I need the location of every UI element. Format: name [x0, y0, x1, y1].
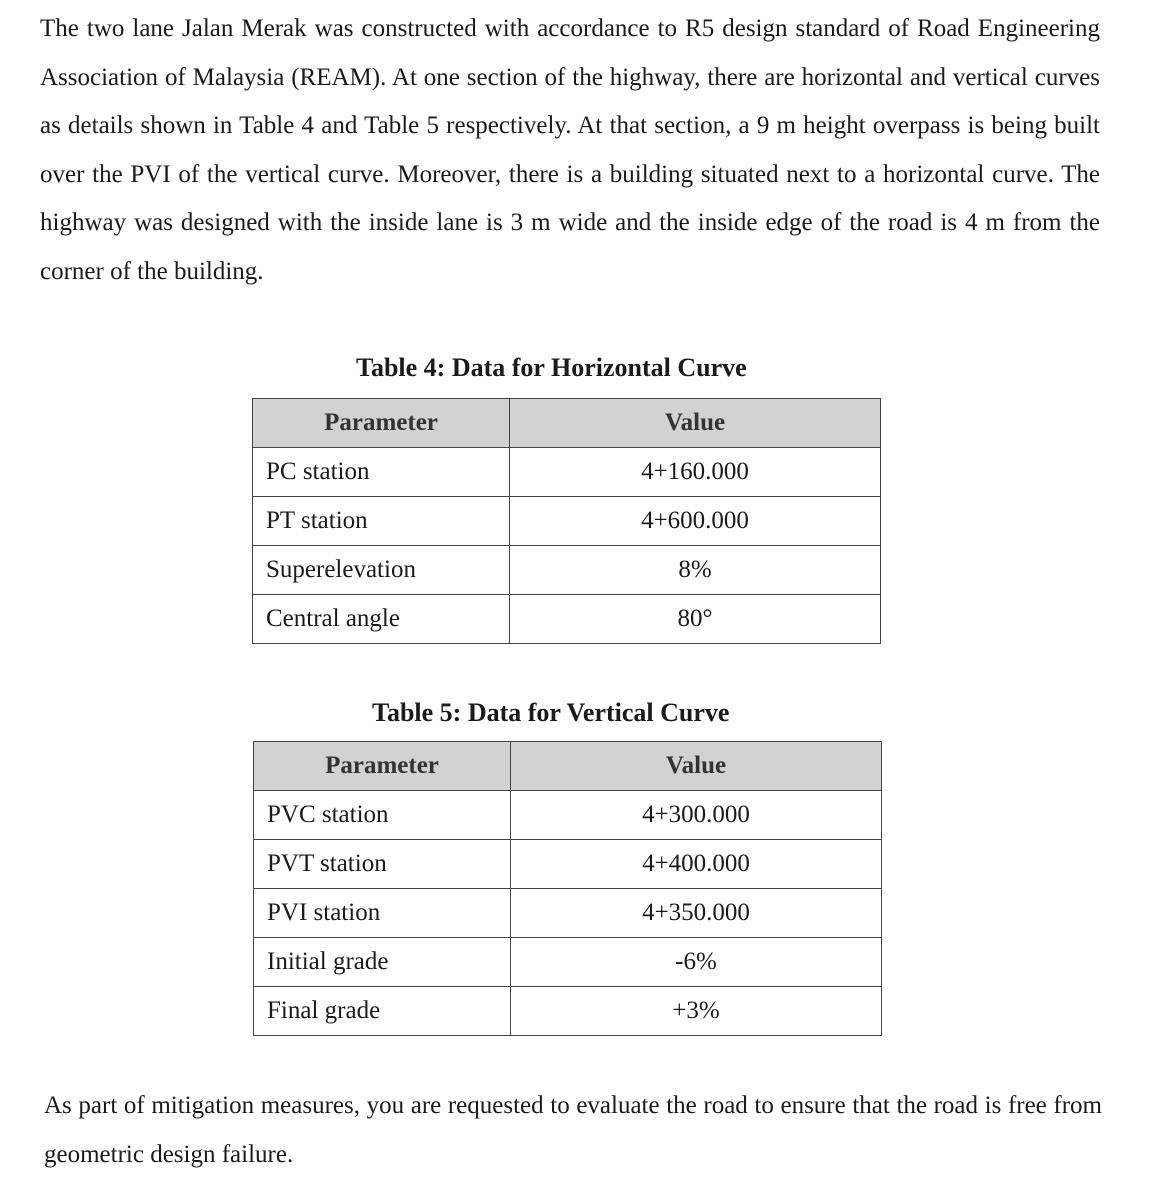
table4-caption: Table 4: Data for Horizontal Curve — [356, 353, 747, 382]
column-header-value: Value — [510, 399, 881, 448]
table-row — [254, 987, 882, 1036]
value-cell: 8% — [510, 546, 881, 595]
value-cell: 4+300.000 — [511, 791, 882, 840]
table-row — [253, 595, 881, 644]
parameter-cell: PVC station — [254, 791, 511, 840]
intro-paragraph: The two lane Jalan Merak was constructed with accordance to R5 design standard of Road Engineering Association of Malaysia (REAM). At one section of the highway, there are horizontal and vertical curves as details shown in Table 4 and Table 5 respectively. At that section, a 9 m height overpass is being built over the PVI of the vertical curve. Moreover, there is a building situated next to a horizontal curve. The highway was designed with the inside lane is 3 m wide and the inside edge of the road is 4 m from the corner of the building. — [40, 15, 1100, 285]
parameter-cell: Final grade — [254, 987, 511, 1036]
table-row — [254, 889, 882, 938]
parameter-cell: Superelevation — [253, 546, 510, 595]
parameter-cell: Initial grade — [254, 938, 511, 987]
value-cell: 80° — [510, 595, 881, 644]
parameter-cell: PVI station — [254, 889, 511, 938]
table-row — [253, 546, 881, 595]
column-header-parameter: Parameter — [254, 742, 511, 791]
closing-paragraph: As part of mitigation measures, you are requested to evaluate the road to ensure that the road is free from geometric design failure. — [44, 1092, 1102, 1168]
table5-caption: Table 5: Data for Vertical Curve — [372, 698, 730, 727]
table-row — [254, 938, 882, 987]
value-cell: 4+350.000 — [511, 889, 882, 938]
table-row — [254, 840, 882, 889]
value-cell: 4+160.000 — [510, 448, 881, 497]
table-header-row — [254, 742, 882, 791]
vertical-curve-table — [253, 741, 882, 1036]
parameter-cell: PVT station — [254, 840, 511, 889]
parameter-cell: PT station — [253, 497, 510, 546]
value-cell: 4+400.000 — [511, 840, 882, 889]
column-header-value: Value — [511, 742, 882, 791]
table-row — [253, 448, 881, 497]
value-cell: -6% — [511, 938, 882, 987]
table-row — [254, 791, 882, 840]
table-row — [253, 497, 881, 546]
column-header-parameter: Parameter — [253, 399, 510, 448]
value-cell: 4+600.000 — [510, 497, 881, 546]
horizontal-curve-table — [252, 398, 881, 644]
parameter-cell: PC station — [253, 448, 510, 497]
parameter-cell: Central angle — [253, 595, 510, 644]
table-header-row — [253, 399, 881, 448]
value-cell: +3% — [511, 987, 882, 1036]
